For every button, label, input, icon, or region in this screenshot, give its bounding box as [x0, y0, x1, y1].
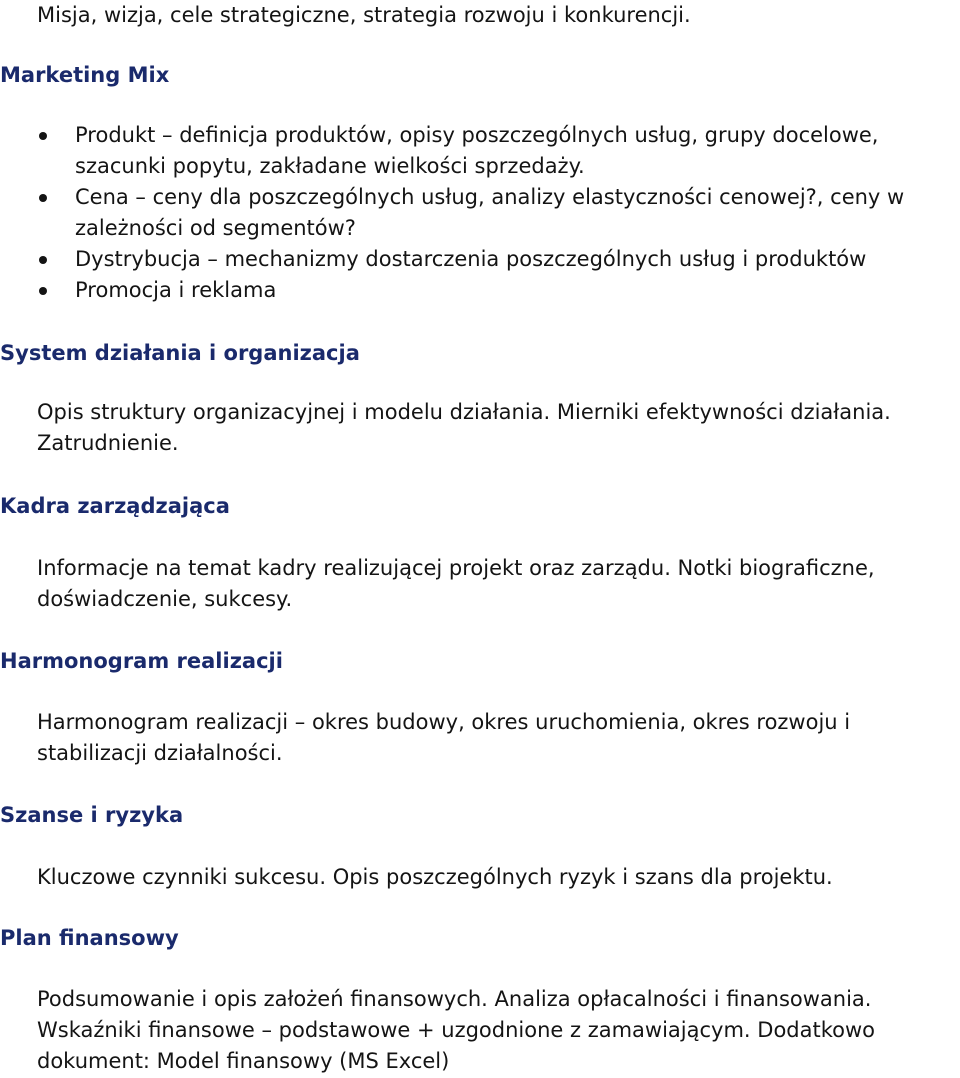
heading-system-dzialania: System działania i organizacja: [0, 341, 360, 365]
szanse-paragraph: Kluczowe czynniki sukcesu. Opis poszczególnych ryzyk i szans dla projektu.: [37, 865, 833, 889]
harmonogram-paragraph: Harmonogram realizacji – okres budowy, okres uruchomienia, okres rozwoju i stabilizacji działalności.: [37, 710, 851, 765]
heading-kadra-zarzadzajaca: Kadra zarządzająca: [0, 494, 230, 518]
marketing-mix-list: [37, 120, 957, 306]
system-paragraph: Opis struktury organizacyjnej i modelu działania. Mierniki efektywności działania. Zatrudnienie.: [37, 400, 891, 455]
heading-szanse-i-ryzyka: Szanse i ryzyka: [0, 803, 184, 827]
list-item-text: Promocja i reklama: [75, 278, 277, 302]
heading-harmonogram-realizacji: Harmonogram realizacji: [0, 649, 283, 673]
heading-plan-finansowy: Plan finansowy: [0, 926, 179, 950]
bullet-icon: [39, 132, 47, 140]
list-item-text: Dystrybucja – mechanizmy dostarczenia poszczególnych usług i produktów: [75, 247, 867, 271]
list-item: [37, 120, 957, 182]
list-item: [37, 182, 957, 244]
list-item-text: Cena – ceny dla poszczególnych usług, analizy elastyczności cenowej?, ceny w zależności od segmentów?: [75, 185, 905, 240]
kadra-paragraph: Informacje na temat kadry realizującej projekt oraz zarządu. Notki biograficzne, doświadczenie, sukcesy.: [37, 556, 875, 611]
list-item-text: Produkt – definicja produktów, opisy poszczególnych usług, grupy docelowe, szacunki popytu, zakładane wielkości sprzedaży.: [75, 123, 879, 178]
bullet-icon: [39, 256, 47, 264]
bullet-icon: [39, 287, 47, 295]
plan-paragraph: Podsumowanie i opis założeń finansowych. Analiza opłacalności i finansowania. Wskaźniki finansowe – podstawowe + uzgodnione z zamawiającym. Dodatkowo dokument: Model finansowy (MS Excel): [37, 987, 876, 1073]
list-item: [37, 244, 957, 275]
bullet-icon: [39, 194, 47, 202]
heading-marketing-mix: Marketing Mix: [0, 63, 170, 87]
intro-paragraph: Misja, wizja, cele strategiczne, strategia rozwoju i konkurencji.: [37, 3, 691, 27]
list-item: [37, 275, 957, 306]
